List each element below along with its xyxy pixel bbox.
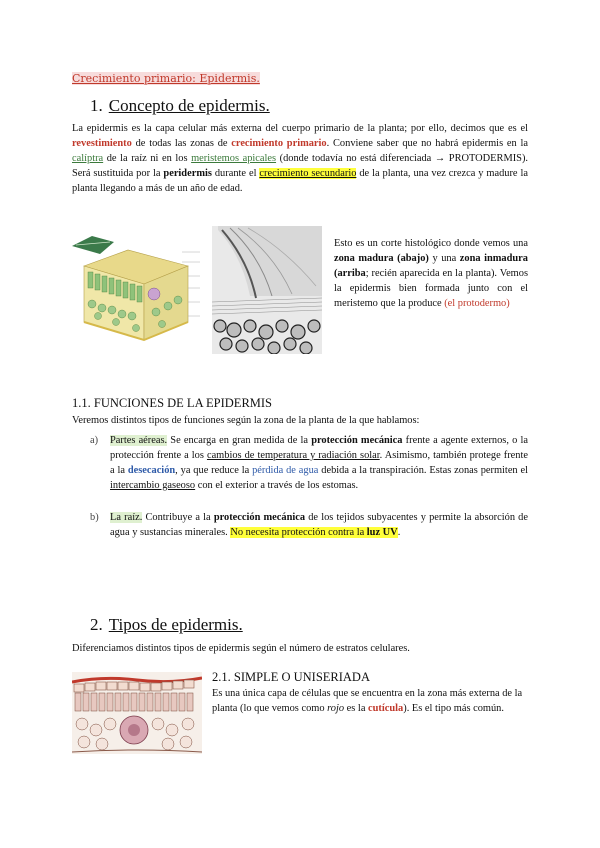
text: es la [344,703,369,714]
term-peridermis: peridermis [163,168,212,179]
term-perdida-agua: pérdida de agua [252,465,319,476]
section-1-title: Concepto de epidermis. [108,96,270,115]
term-la-raiz: La raíz. [110,512,143,523]
document-title: Crecimiento primario: Epidermis. [72,72,260,85]
text: Esto es un corte histológico donde vemos una [334,238,528,249]
text: (donde todavía no está diferenciada → PROTODERMIS). Será sustituida por la [72,153,528,179]
term-zona-madura: zona madura (abajo) [334,253,429,264]
section-1-1-number: 1.1. [72,396,91,410]
text: con el exterior a través de los estomas. [195,480,359,491]
section-2-heading [90,615,243,635]
section-2-1-title: SIMPLE O UNISERIADA [233,670,370,684]
term-proteccion-mecanica: protección mecánica [213,512,306,523]
section-1-1-heading [72,396,272,411]
section-2-1-paragraph [212,686,528,716]
text: ). Es el tipo más común. [403,703,504,714]
section-2-title: Tipos de epidermis. [108,615,243,634]
text: . Asimismo, también protege frente a la [110,450,528,476]
section-2-intro: Diferenciamos distintos tipos de epidermis según el número de estratos celulares. [72,643,410,654]
text: , ya que reduce la [175,465,253,476]
text: de la raíz ni en los [103,153,192,164]
text: Se encarga en gran medida de la [167,435,312,446]
term-meristemos-apicales: meristemos apicales [191,153,277,164]
term-zona-inmadura: zona inmadura (arriba [334,253,528,279]
text: y una [428,253,460,264]
function-item-root [90,510,528,540]
function-item-aerial [90,433,528,493]
term-revestimiento: revestimiento [72,138,132,149]
term-proteccion-mecanica: protección mecánica [311,435,403,446]
term-protodermo: (el protodermo) [444,298,510,309]
term-caliptra: calíptra [72,153,104,164]
term-cambios-temperatura: cambios de temperatura y radiación solar [206,450,380,461]
section-1-heading [90,96,270,116]
uniseriate-epidermis-image [72,672,202,754]
section-1-paragraph [72,121,528,196]
text: debida a la transpiración. Estas zonas permiten el [318,465,528,476]
list-marker: a) [90,435,99,446]
text: ; recién aparecida en la planta). Vemos la epidermis bien formada junto con el meristemo que la produce [334,268,528,309]
term-crecimiento-secundario: crecimiento secundario [259,168,357,179]
list-marker: b) [90,512,99,523]
term-crecimiento-primario: crecimiento primario [231,138,327,149]
section-2-number: 2. [90,615,103,634]
text: de los tejidos subyacentes y permite la absorción de agua y sustancias minerales. [110,512,528,538]
section-1-1-title: FUNCIONES DE LA EPIDERMIS [93,396,273,410]
text: de la planta, una vez crezca y madure la planta llegando a más de un año de edad. [72,168,528,194]
term-intercambio-gaseoso: intercambio gaseoso [110,480,196,491]
term-cuticula: cutícula [368,703,404,714]
histological-section-image [212,226,322,354]
text: La epidermis es la capa celular más externa del cuerpo primario de la planta; por ello, decimos que es el [72,123,528,134]
text: Contribuye a la [142,512,214,523]
section-1-number: 1. [90,96,103,115]
histology-caption [334,236,528,311]
section-1-1-intro: Veremos distintos tipos de funciones según la zona de la planta de la que hablamos: [72,415,420,426]
term-partes-aereas: Partes aéreas. [110,435,168,446]
term-luz-uv: luz UV [366,527,398,538]
term-desecacion: desecación [127,465,176,476]
highlight-no-proteccion: No necesita protección contra la [230,527,367,538]
text: durante el [211,168,260,179]
section-2-1-number: 2.1. [212,670,231,684]
text: frente a agente externos, o la protección frente a los [110,435,528,461]
section-2-1-heading [212,670,370,685]
text: . [397,527,401,538]
text: de todas las zonas de [131,138,232,149]
text: . Conviene saber que no habrá epidermis en la [326,138,528,149]
term-rojo: rojo [327,703,345,714]
leaf-structure-diagram-image [70,232,202,350]
text: Es una única capa de células que se encuentra en la zona más externa de la planta (lo que vemos como [212,688,523,714]
